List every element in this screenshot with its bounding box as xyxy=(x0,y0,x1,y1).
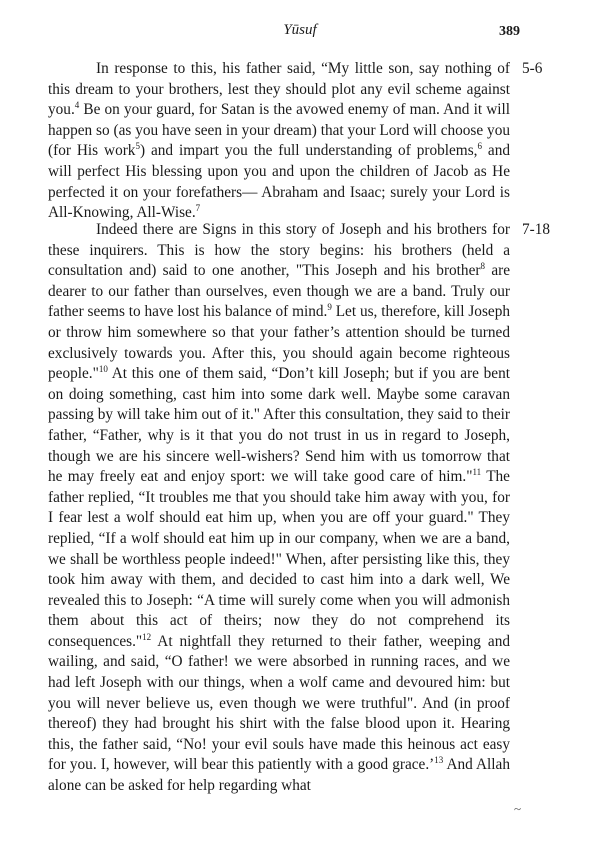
footnote-marker[interactable]: 13 xyxy=(434,755,444,766)
footnote-marker[interactable]: 6 xyxy=(477,141,482,152)
body-text: And Allah alone can be asked for help regarding what xyxy=(48,756,510,795)
footnote-marker[interactable]: 11 xyxy=(472,467,482,478)
footnote-marker[interactable]: 12 xyxy=(142,631,152,642)
body-text: Be on your guard, for Satan is the avowed enemy of man. And it will happen so (as you have seen in your dream) that your Lord will choose you (for His work xyxy=(48,101,510,160)
footnote-marker[interactable]: 4 xyxy=(74,100,80,111)
footnote-marker[interactable]: 10 xyxy=(98,364,108,375)
verse-reference: 5-6 xyxy=(522,60,543,77)
body-text: At nightfall they returned to their father, weeping and wailing, and said, “O father! we were absorbed in running races, and we had left Joseph with our things, when a wolf came and devoured him: but you will never believe us, even though we were truthful". And (in proof thereof) they had brought his shirt with the false blood upon it. Hearing this, the father said, “No! your evil souls have made this heinous act easy for you. I, however, will bear this patiently with a good grace.’ xyxy=(48,632,510,774)
body-text: ) and impart you the full understanding of problems, xyxy=(139,142,478,160)
body-text: The father replied, “It troubles me that you should take him away with you, for I fear lest a wolf should eat him up, when you are off your guard." They replied, “If a wolf should eat him up in our company, when we are a band, we shall be worthless people indeed!" When, after persisting like this, they took him away with them, and decided to cast him into a dark well, We revealed this to Joseph: “A time will surely come when you will admonish them about this act of theirs; now they do not comprehend its consequences." xyxy=(48,468,510,650)
paragraph-verses-7-18 xyxy=(48,220,510,797)
footnote-marker[interactable]: 7 xyxy=(195,203,201,214)
body-text: In response to this, his father said, “My little son, say nothing of this dream to your brothers, lest they should plot any evil scheme against you. xyxy=(48,60,510,119)
body-text: and will perfect His blessing upon you and upon the children of Jacob as He perfected it on your forefathers— Abraham and Isaac; surely your Lord is All-Knowing, All-Wise. xyxy=(48,142,510,222)
body-text: At this one of them said, “Don’t kill Joseph; but if you are bent on doing something, cast him into some dark well. Maybe some caravan passing by will take him out of it." After this consultation, they said to their father, “Father, why is it that you do not trust in us in regard to Joseph, though we are his sincere well-wishers? Send him with us tomorrow that he may freely eat and enjoy sport: we will take good care of him." xyxy=(48,365,510,486)
page-header xyxy=(0,22,600,42)
body-text: are dearer to our father than ourselves, even though we are a band. Truly our father seems to have lost his balance of mind. xyxy=(48,262,511,321)
page-number: 389 xyxy=(499,24,520,39)
footnote-marker[interactable]: 9 xyxy=(327,302,332,313)
body-text: Indeed there are Signs in this story of Joseph and his brothers for these inquirers. This is how the story begins: his brothers (held a consultation and) said to one another, "This Joseph and his brother xyxy=(48,221,510,280)
body-text: Let us, therefore, kill Joseph or throw him somewhere so that your father’s attention should be turned exclusively towards you. After this, you should again become righteous people." xyxy=(48,303,510,383)
running-title: Yūsuf xyxy=(283,22,317,38)
footnote-marker[interactable]: 5 xyxy=(135,141,140,152)
footnote-marker[interactable]: 8 xyxy=(480,261,485,272)
continuation-mark: ~ xyxy=(514,801,522,816)
verse-reference: 7-18 xyxy=(522,221,551,238)
paragraph-verses-5-6 xyxy=(48,59,510,224)
